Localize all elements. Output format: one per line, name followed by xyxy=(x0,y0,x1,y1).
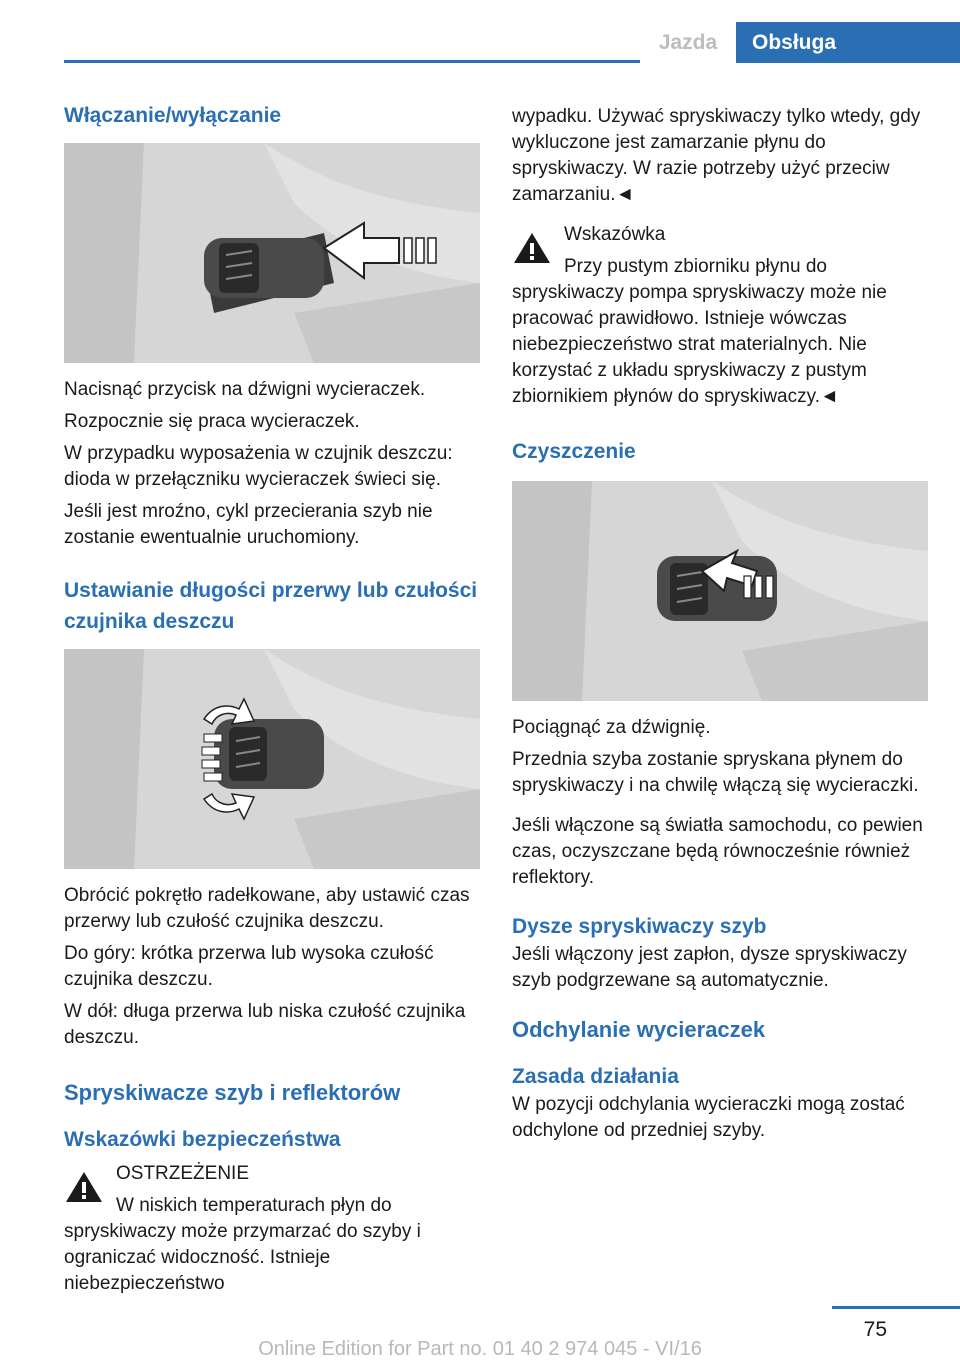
heading-zasada: Zasada działania xyxy=(512,1065,679,1088)
warning-icon xyxy=(64,1169,104,1205)
paragraph: Rozpocznie się praca wycieraczek. xyxy=(64,411,360,432)
edition-footer: Online Edition for Part no. 01 40 2 974 045 - VI/16 xyxy=(258,1338,702,1360)
paragraph: W przypadku wyposażenia w czujnik deszczu: dioda w przełączniku wycieraczek świeci się. xyxy=(64,443,453,490)
footer-rule xyxy=(832,1306,960,1309)
paragraph: Obrócić pokrętło radełkowane, aby ustawić czas przerwy lub czułość czujnika deszczu. xyxy=(64,885,470,932)
heading-odchylanie: Odchylanie wycieraczek xyxy=(512,1017,766,1042)
hint-title: Wskazówka xyxy=(564,224,666,245)
knurled-wheel-illustration xyxy=(64,649,480,869)
warning-block xyxy=(64,1161,482,1297)
heading-wlaczanie: Włączanie/wyłączanie xyxy=(64,104,282,127)
paragraph: wypadku. Używać spryskiwaczy tylko wtedy, gdy wykluczone jest zamarzanie płynu do spryskiwaczy. W razie potrzeby użyć przeciw zamarzaniu.◄ xyxy=(512,106,921,205)
pull-lever-image xyxy=(512,481,928,701)
left-column xyxy=(64,100,482,1297)
paragraph: Jeśli włączony jest zapłon, dysze spryskiwaczy szyb podgrzewane są automatycznie. xyxy=(512,944,907,991)
paragraph: Nacisnąć przycisk na dźwigni wycieraczek. xyxy=(64,379,426,400)
heading-czyszczenie: Czyszczenie xyxy=(512,440,636,463)
right-column xyxy=(512,100,932,1144)
tab-obsluga[interactable]: Obsługa xyxy=(736,22,960,63)
knurled-wheel-image xyxy=(64,649,480,869)
warning-icon xyxy=(512,230,552,266)
pull-lever-illustration xyxy=(512,481,928,701)
paragraph: Jeśli włączone są światła samochodu, co pewien czas, oczyszczane będą równocześnie również reflektory. xyxy=(512,815,923,888)
paragraph: W dół: długa przerwa lub niska czułość czujnika deszczu. xyxy=(64,1001,466,1048)
heading-ustawianie: Ustawianie długości przerwy lub czułości czujnika deszczu xyxy=(64,579,478,633)
warning-text: W niskich temperaturach płyn do spryskiwaczy może przymarzać do szyby i ograniczać widoczność. Istnieje niebezpieczeństwo xyxy=(64,1195,421,1294)
wiper-button-image xyxy=(64,143,480,363)
heading-wskazowki: Wskazówki bezpieczeństwa xyxy=(64,1128,341,1151)
paragraph: Do góry: krótka przerwa lub wysoka czułość czujnika deszczu. xyxy=(64,943,434,990)
heading-dysze: Dysze spryskiwaczy szyb xyxy=(512,915,767,938)
page-number: 75 xyxy=(863,1318,887,1341)
hint-block xyxy=(512,222,932,410)
warning-title: OSTRZEŻENIE xyxy=(116,1163,250,1184)
paragraph: Przednia szyba zostanie spryskana płynem do spryskiwaczy i na chwilę włączą się wycieraczki. xyxy=(512,749,919,796)
hint-text: Przy pustym zbiorniku płynu do spryskiwaczy pompa spryskiwaczy może nie pracować prawidłowo. Istnieje wówczas niebezpieczeństwo strat materialnych. Nie korzystać z układu spryskiwaczy z pustym zbiornikiem płynów do spryskiwaczy.◄ xyxy=(512,256,887,407)
wiper-button-illustration xyxy=(64,143,480,363)
heading-spryskiwacze: Spryskiwacze szyb i reflektorów xyxy=(64,1080,401,1105)
paragraph: Pociągnąć za dźwignię. xyxy=(512,717,711,738)
paragraph: W pozycji odchylania wycieraczki mogą zostać odchylone od przedniej szyby. xyxy=(512,1094,905,1141)
tab-jazda[interactable]: Jazda xyxy=(640,22,736,63)
paragraph: Jeśli jest mroźno, cykl przecierania szyb nie zostanie ewentualnie uruchomiony. xyxy=(64,501,433,548)
